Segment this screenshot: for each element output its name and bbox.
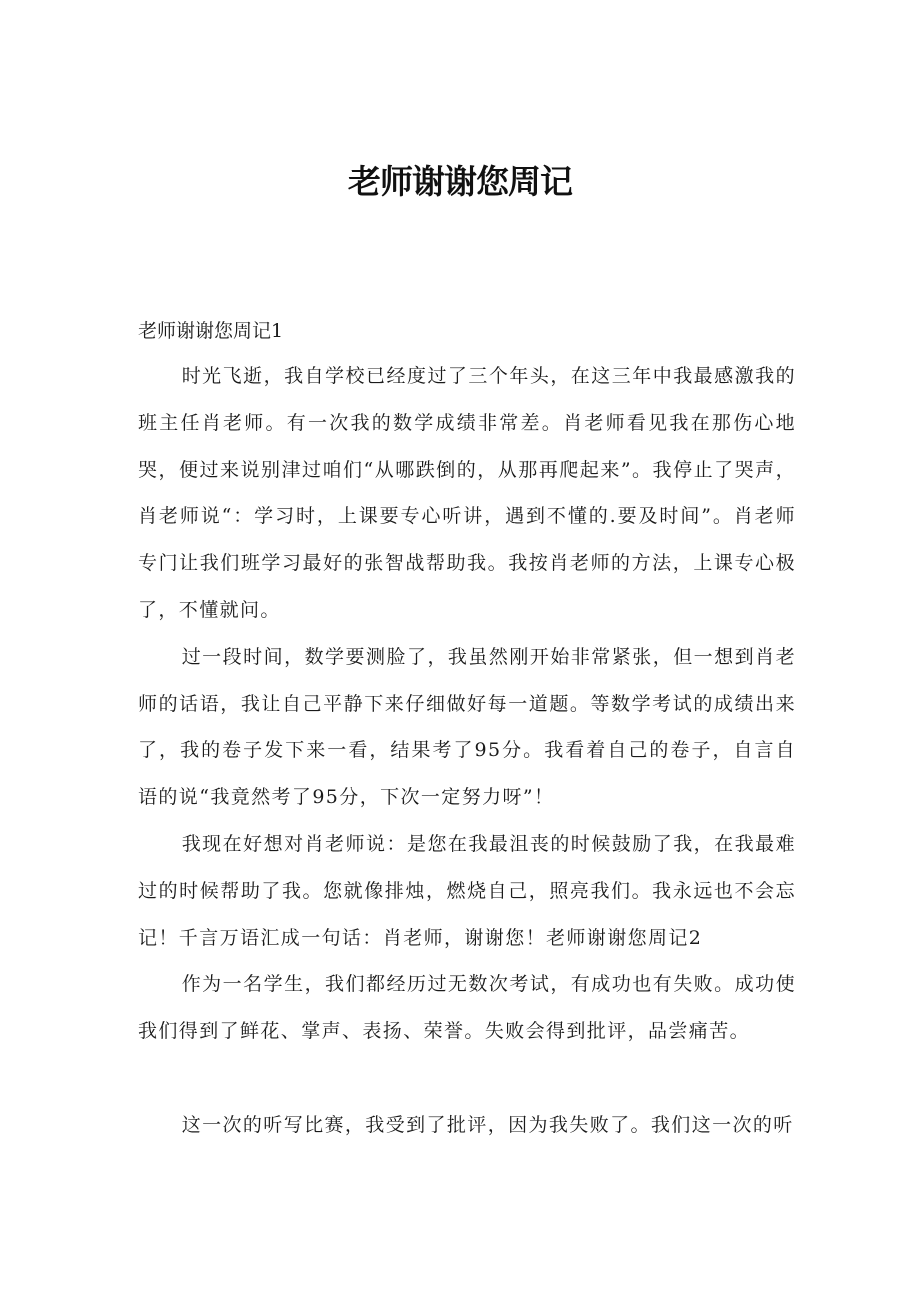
section-heading: 老师谢谢您周记1 [138, 320, 284, 342]
paragraph-4: 作为一名学生，我们都经历过无数次考试，有成功也有失败。成功使我们得到了鲜花、掌声、表扬、荣誉。失败会得到批评，品尝痛苦。 [138, 973, 796, 1043]
paragraph-5: 这一次的听写比赛，我受到了批评，因为我失败了。我们这一次的听 [181, 1113, 794, 1136]
paragraph-2: 过一段时间，数学要测脸了，我虽然刚开始非常紧张，但一想到肖老师的话语，我让自己平静下来仔细做好每一道题。等数学考试的成绩出来了，我的卷子发下来一看，结果考了95分。我看着自己的卷子，自言自语的说“我竟然考了95分，下次一定努力呀”！ [138, 645, 796, 809]
paragraph-1: 时光飞逝，我自学校已经度过了三个年头，在这三年中我最感激我的班主任肖老师。有一次我的数学成绩非常差。肖老师看见我在那伤心地哭，便过来说别津过咱们“从哪跌倒的，从那再爬起来”。我停止了哭声，肖老师说“：学习时，上课要专心听讲，遇到不懂的.要及时间”。肖老师专门让我们班学习最好的张智战帮助我。我按肖老师的方法，上课专心极了，不懂就问。 [138, 365, 796, 621]
document-title: 老师谢谢您周记 [348, 162, 572, 201]
document-body [138, 312, 796, 1149]
paragraph-3: 我现在好想对肖老师说：是您在我最沮丧的时候鼓励了我，在我最难过的时候帮助了我。您就像排烛，燃烧自己，照亮我们。我永远也不会忘记！千言万语汇成一句话：肖老师，谢谢您！老师谢谢您周记2 [138, 832, 796, 949]
